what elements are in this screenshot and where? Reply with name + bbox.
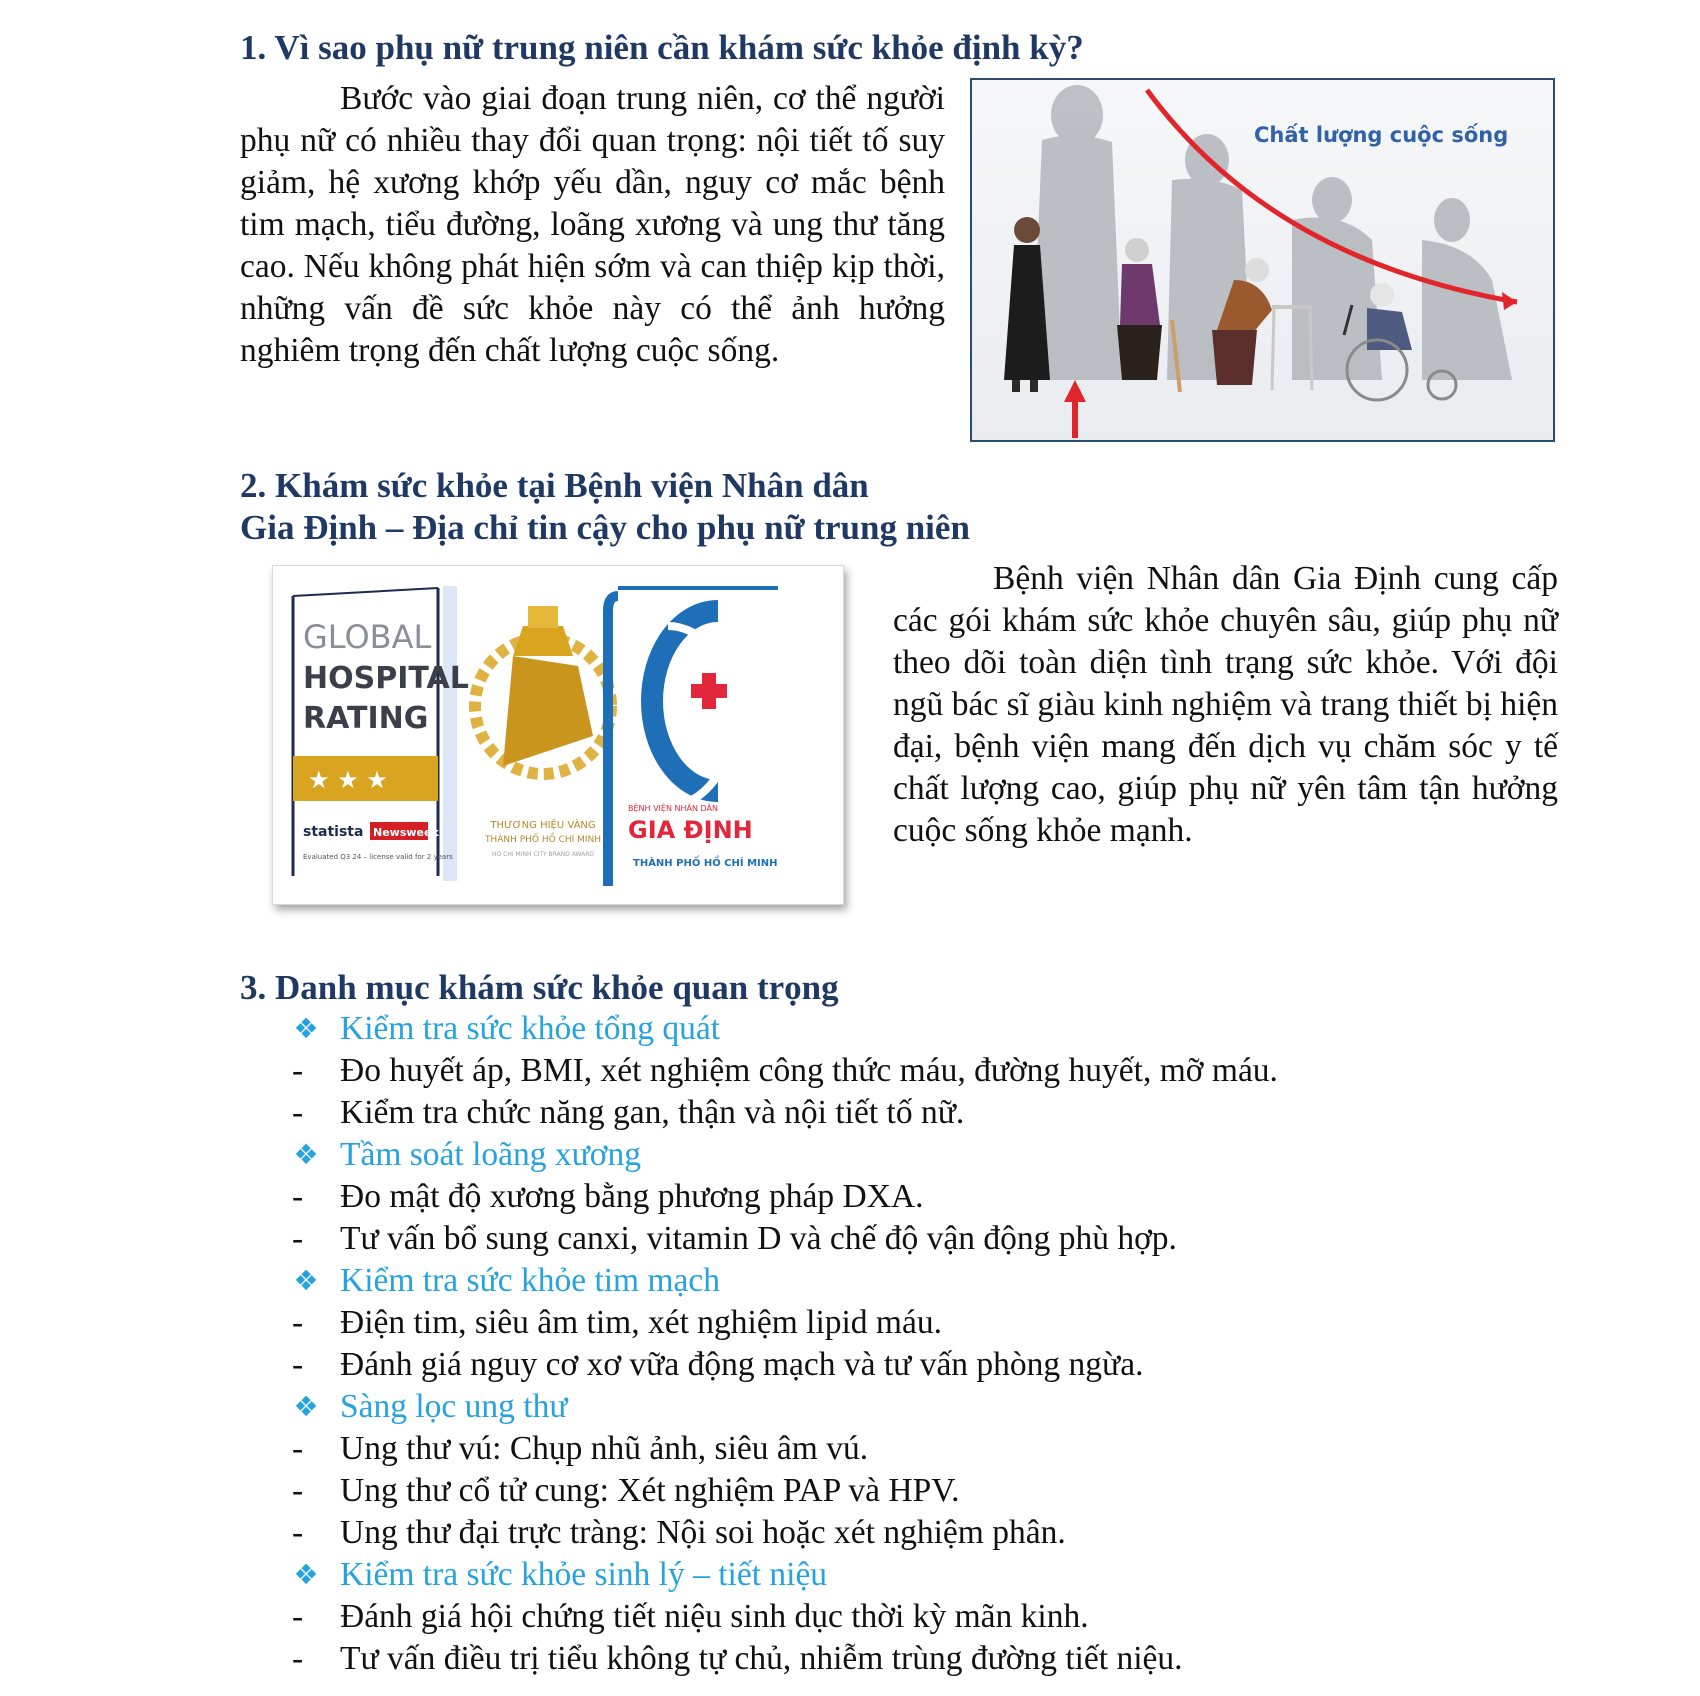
gold-line3: HO CHI MINH CITY BRAND AWARD [491, 851, 595, 858]
statista-brand: statista [303, 824, 364, 840]
detail-text: Ung thư cổ tử cung: Xét nghiệm PAP và HPV. [340, 1472, 960, 1509]
rating-stars: ★ ★ ★ [308, 766, 388, 794]
section2-heading-line1: 2. Khám sức khỏe tại Bệnh viện Nhân dân [240, 466, 869, 505]
detail-item [240, 1638, 1640, 1680]
quality-of-life-figure [970, 78, 1555, 442]
detail-item [240, 1218, 1640, 1260]
exam-checklist [240, 1008, 1640, 1680]
category-label: Kiểm tra sức khỏe tổng quát [340, 1010, 721, 1047]
category-label: Sàng lọc ung thư [340, 1388, 568, 1425]
ghr-line1: GLOBAL [303, 618, 432, 656]
dash-bullet: - [292, 1178, 304, 1215]
detail-item [240, 1428, 1640, 1470]
section1-heading: 1. Vì sao phụ nữ trung niên cần khám sức khỏe định kỳ? [240, 28, 1084, 67]
award-logos-panel [272, 565, 844, 905]
diamond-bullet-icon: ❖ [293, 1012, 319, 1045]
detail-text: Đo huyết áp, BMI, xét nghiệm công thức máu, đường huyết, mỡ máu. [340, 1052, 1278, 1089]
detail-text: Đánh giá nguy cơ xơ vữa động mạch và tư vấn phòng ngừa. [340, 1346, 1144, 1383]
up-arrow-shaft [1072, 398, 1078, 438]
diamond-bullet-icon: ❖ [293, 1558, 319, 1591]
category-item [240, 1008, 1640, 1050]
section1-paragraph-text: Bước vào giai đoạn trung niên, cơ thể người phụ nữ có nhiều thay đổi quan trọng: nội tiết tố suy giảm, hệ xương khớp yếu dần, nguy cơ mắc bệnh tim mạch, tiểu đường, loãng xương và ung thư tăng cao. Nếu không phát hiện sớm và can thiệp kịp thời, những vấn đề sức khỏe này có thể ảnh hưởng nghiêm trọng đến chất lượng cuộc sống. [240, 80, 945, 369]
gold-line2: THÀNH PHỐ HỒ CHÍ MINH [484, 835, 602, 845]
detail-text: Đánh giá hội chứng tiết niệu sinh dục thời kỳ mãn kinh. [340, 1598, 1089, 1635]
dash-bullet: - [292, 1514, 304, 1551]
diamond-bullet-icon: ❖ [293, 1138, 319, 1171]
ghr-line2: HOSPITAL [303, 661, 469, 696]
dash-bullet: - [292, 1094, 304, 1131]
dash-bullet: - [292, 1220, 304, 1257]
detail-text: Điện tim, siêu âm tim, xét nghiệm lipid máu. [340, 1304, 942, 1341]
section2-paragraph-text: Bệnh viện Nhân dân Gia Định cung cấp các gói khám sức khỏe chuyên sâu, giúp phụ nữ theo dõi toàn diện tình trạng sức khỏe. Với đội ngũ bác sĩ giàu kinh nghiệm và trang thiết bị hiện đại, bệnh viện mang đến dịch vụ chăm sóc y tế chất lượng cao, giúp phụ nữ yên tâm tận hưởng cuộc sống khỏe mạnh. [893, 560, 1558, 849]
detail-text: Đo mật độ xương bằng phương pháp DXA. [340, 1178, 924, 1215]
section2-heading-line2: Gia Định – Địa chỉ tin cậy cho phụ nữ trung niên [240, 508, 970, 547]
category-item [240, 1386, 1640, 1428]
section1-paragraph [240, 78, 945, 372]
newsweek-brand: Newsweek [373, 826, 439, 839]
detail-text: Tư vấn bổ sung canxi, vitamin D và chế độ vận động phù hợp. [340, 1220, 1177, 1257]
dash-bullet: - [292, 1346, 304, 1383]
detail-item [240, 1176, 1640, 1218]
detail-item [240, 1050, 1640, 1092]
detail-text: Ung thư đại trực tràng: Nội soi hoặc xét nghiệm phân. [340, 1514, 1066, 1551]
dash-bullet: - [292, 1598, 304, 1635]
detail-text: Ung thư vú: Chụp nhũ ảnh, siêu âm vú. [340, 1430, 869, 1467]
figure-label: Chất lượng cuộc sống [1254, 123, 1509, 147]
detail-item [240, 1512, 1640, 1554]
section3-heading: 3. Danh mục khám sức khỏe quan trọng [240, 968, 839, 1007]
detail-text: Kiểm tra chức năng gan, thận và nội tiết tố nữ. [340, 1094, 965, 1131]
dash-bullet: - [292, 1052, 304, 1089]
dash-bullet: - [292, 1430, 304, 1467]
dash-bullet: - [292, 1304, 304, 1341]
detail-item [240, 1302, 1640, 1344]
dash-bullet: - [292, 1640, 304, 1677]
category-item [240, 1260, 1640, 1302]
category-item [240, 1554, 1640, 1596]
detail-text: Tư vấn điều trị tiểu không tự chủ, nhiễm trùng đường tiết niệu. [340, 1640, 1183, 1677]
ghr-line3: RATING [303, 701, 429, 736]
gold-line1: THƯƠNG HIỆU VÀNG [490, 820, 596, 831]
category-label: Kiểm tra sức khỏe tim mạch [340, 1262, 721, 1299]
hospital-name: GIA ĐỊNH [628, 816, 753, 844]
hospital-city: THÀNH PHỐ HỒ CHÍ MINH [633, 858, 778, 869]
category-label: Tầm soát loãng xương [340, 1136, 642, 1173]
detail-item [240, 1470, 1640, 1512]
aging-illustration [972, 80, 1553, 440]
hospital-small-title: BỆNH VIỆN NHÂN DÂN [628, 804, 718, 813]
section2-paragraph [893, 558, 1558, 852]
detail-item [240, 1596, 1640, 1638]
detail-item [240, 1092, 1640, 1134]
detail-item [240, 1344, 1640, 1386]
category-label: Kiểm tra sức khỏe sinh lý – tiết niệu [340, 1556, 828, 1593]
dash-bullet: - [292, 1472, 304, 1509]
category-item [240, 1134, 1640, 1176]
diamond-bullet-icon: ❖ [293, 1390, 319, 1423]
diamond-bullet-icon: ❖ [293, 1264, 319, 1297]
ghr-note: Evaluated Q3 24 – license valid for 2 years [303, 853, 453, 861]
award-logos [273, 566, 843, 904]
